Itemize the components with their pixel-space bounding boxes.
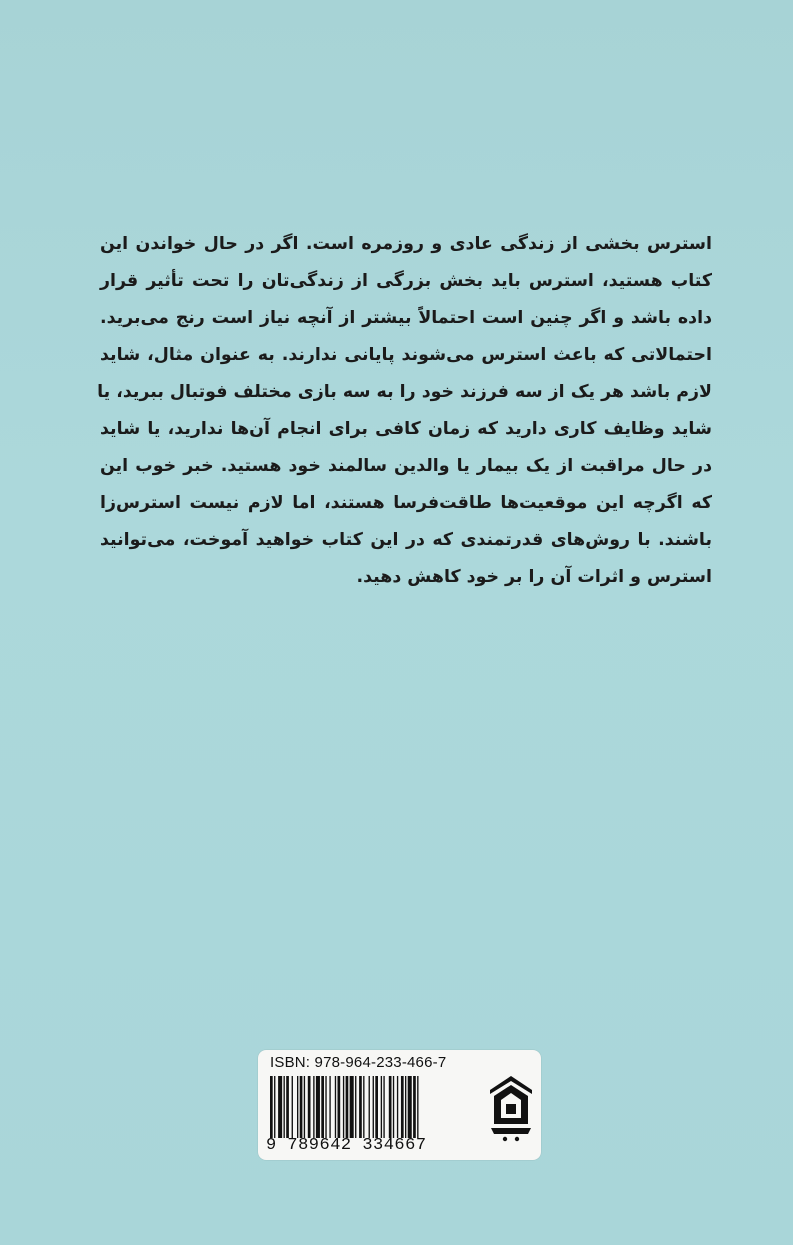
blurb-line: استرس و اثرات آن را بر خود کاهش دهید. (356, 567, 712, 587)
blurb-text (97, 226, 712, 596)
blurb-line: در حال مراقبت از یک بیمار یا والدین سالمند خود هستید. خبر خوب این (100, 456, 712, 476)
barcode-digits: 9 789642 334667 (266, 1136, 427, 1155)
publisher-logo-icon (488, 1074, 534, 1144)
blurb-line: احتمالاتی که باعث استرس می‌شوند پایانی ندارند. به عنوان مثال، شاید (100, 345, 712, 365)
isbn-label: ISBN: 978-964-233-466-7 (270, 1054, 447, 1071)
blurb-line: شاید وظایف کاری دارید که زمان کافی برای انجام آن‌ها ندارید، یا شاید (100, 419, 712, 439)
barcode-sticker (258, 1050, 541, 1160)
blurb-line: داده باشد و اگر چنین است احتمالاً بیشتر از آنچه نیاز است رنج می‌برید. (100, 308, 712, 328)
blurb-line: استرس بخشی از زندگی عادی و روزمره است. اگر در حال خواندن این (100, 234, 712, 254)
barcode-bars (270, 1076, 476, 1138)
blurb-line: باشند. با روش‌های قدرتمندی که در این کتاب خواهید آموخت، می‌توانید (100, 530, 712, 550)
blurb-line: که اگرچه این موقعیت‌ها طاقت‌فرسا هستند، اما لازم نیست استرس‌زا (100, 493, 712, 513)
blurb-line: لازم باشد هر یک از سه فرزند خود را به سه بازی مختلف فوتبال ببرید، یا (97, 382, 712, 402)
blurb-line: کتاب هستید، استرس باید بخش بزرگی از زندگی‌تان را تحت تأثیر قرار (100, 271, 712, 291)
